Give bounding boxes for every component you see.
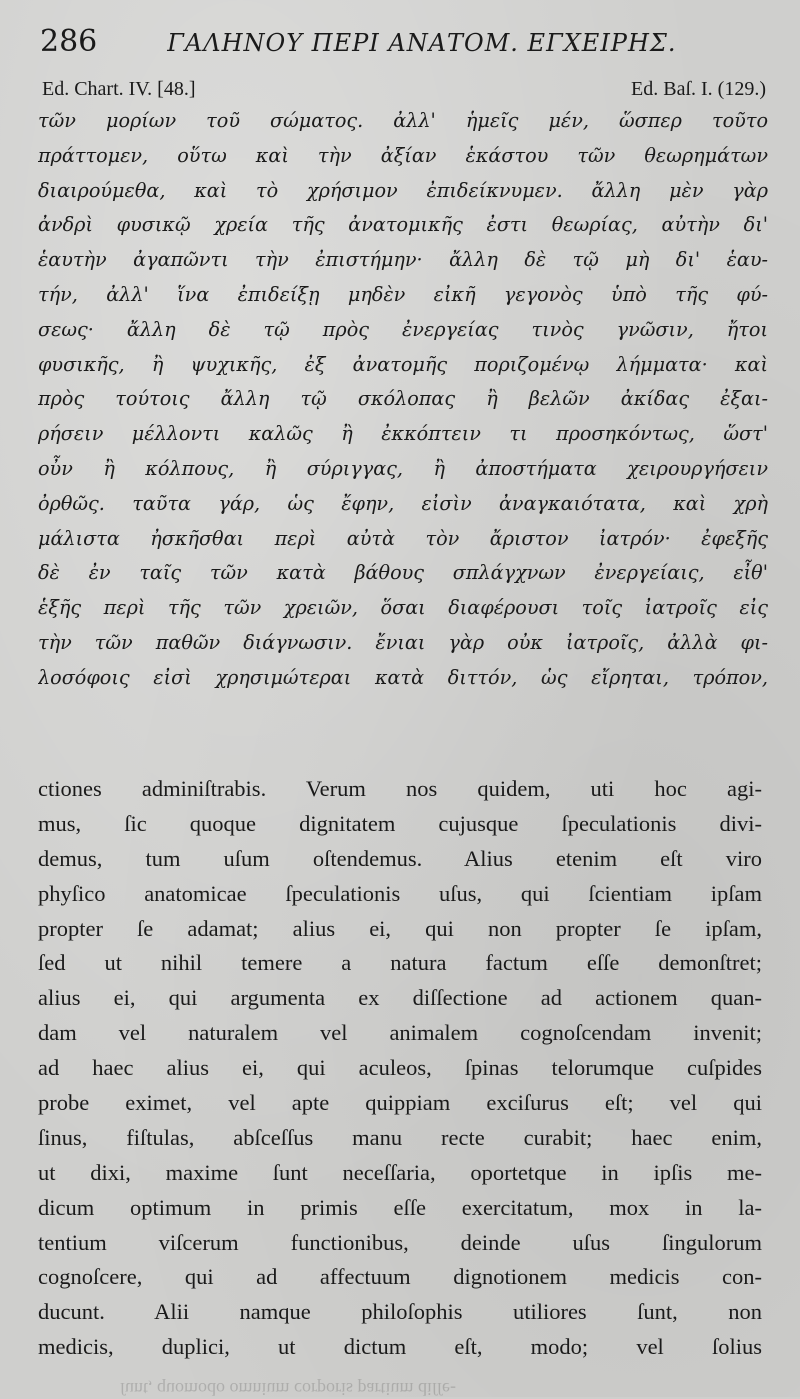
latin-line: ſed ut nihil temere a natura factum eſſe demonſtret;: [38, 950, 762, 976]
latin-line: probe eximet, vel apte quippiam exciſurus eſt; vel qui: [38, 1090, 762, 1116]
greek-text-block: [38, 104, 768, 696]
latin-line: ſinus, fiſtulas, abſceſſus manu recte curabit; haec enim,: [38, 1124, 762, 1150]
page-header: [40, 24, 760, 68]
greek-line: σεως· ἄλλη δὲ τῷ πρὸς ἐνεργείας τινὸς γνῶσιν, ἤτοι: [38, 317, 768, 341]
greek-line: τῶν μορίων τοῦ σώματος. ἀλλ' ἡμεῖς μέν, ὥσπερ τοῦτο: [38, 109, 768, 132]
latin-line: dam vel naturalem vel animalem cognoſcendam invenit;: [38, 1020, 762, 1046]
greek-line: ἑξῆς περὶ τῆς τῶν χρειῶν, ὅσαι διαφέρουσι τοῖς ἰατροῖς εἰς: [38, 596, 768, 620]
bleed-through-text: ſunt, quomodo omnium corporis partium diſſe-: [120, 1379, 456, 1399]
latin-line: alius ei, qui argumenta ex diſſectione ad actionem quan-: [38, 985, 762, 1011]
greek-line: τήν, ἀλλ' ἵνα ἐπιδείξῃ μηδὲν εἰκῆ γεγονὸς ὑπὸ τῆς φύ-: [38, 282, 768, 306]
latin-line: medicis, duplici, ut dictum eſt, modo; vel ſolius: [38, 1334, 762, 1360]
greek-line: πρὸς τούτοις ἄλλη τῷ σκόλοπας ἢ βελῶν ἀκίδας ἐξαι-: [38, 387, 768, 411]
latin-line: ctiones adminiſtrabis. Verum nos quidem, uti hoc agi-: [38, 776, 762, 801]
page-number: 286: [40, 24, 98, 59]
latin-line: cognoſcere, qui ad affectuum dignotionem medicis con-: [38, 1264, 762, 1290]
latin-line: ut dixi, maxime ſunt neceſſaria, oportetque in ipſis me-: [38, 1159, 762, 1185]
edition-reference-line: [42, 78, 766, 101]
edition-right: Ed. Baſ. I. (129.): [631, 78, 766, 100]
latin-text-block: [38, 772, 762, 1365]
greek-line: ἀνδρὶ φυσικῷ χρεία τῆς ἀνατομικῆς ἐστι θεωρίας, αὐτὴν δι': [38, 213, 768, 237]
greek-line: δὲ ἐν ταῖς τῶν κατὰ βάθους σπλάγχνων ἐνεργείαις, εἶθ': [38, 561, 768, 585]
greek-line: λοσόφοις εἰσὶ χρησιμώτεραι κατὰ διττόν, ὡς εἴρηται, τρόπον,: [38, 665, 768, 689]
latin-line: propter ſe adamat; alius ei, qui non propter ſe ipſam,: [38, 915, 762, 941]
greek-line: διαιρούμεθα, καὶ τὸ χρήσιμον ἐπιδείκνυμεν. ἄλλη μὲν γὰρ: [38, 178, 768, 202]
greek-line: πράττομεν, οὕτω καὶ τὴν ἀξίαν ἑκάστου τῶν θεωρημάτων: [38, 143, 768, 167]
greek-line: ρήσειν μέλλοντι καλῶς ἢ ἐκκόπτειν τι προσηκόντως, ὥστ': [38, 422, 768, 446]
latin-line: dicum optimum in primis eſſe exercitatum, mox in la-: [38, 1194, 762, 1220]
greek-line: τὴν τῶν παθῶν διάγνωσιν. ἔνιαι γὰρ οὐκ ἰατροῖς, ἀλλὰ φι-: [38, 630, 768, 654]
latin-line: phyſico anatomicae ſpeculationis uſus, qui ſcientiam ipſam: [38, 880, 762, 906]
running-title: ΓΑΛΗΝΟΥ ΠΕΡΙ ΑΝΑΤΟΜ. ΕΓΧΕΙΡΗΣ.: [167, 29, 677, 57]
greek-line: φυσικῆς, ἢ ψυχικῆς, ἐξ ἀνατομῆς ποριζομένῳ λήμματα· καὶ: [38, 352, 768, 376]
latin-line: demus, tum uſum oſtendemus. Alius etenim eſt viro: [38, 845, 762, 871]
edition-left: Ed. Chart. IV. [48.]: [42, 78, 196, 100]
greek-line: οὖν ἢ κόλπους, ἢ σύριγγας, ἢ ἀποστήματα χειρουργήσειν: [38, 456, 768, 480]
latin-line: ducunt. Alii namque philoſophis utiliores ſunt, non: [38, 1299, 762, 1325]
latin-line: tentium viſcerum functionibus, deinde uſus ſingulorum: [38, 1229, 762, 1255]
latin-line: ad haec alius ei, qui aculeos, ſpinas telorumque cuſpides: [38, 1055, 762, 1081]
greek-line: ἑαυτὴν ἀγαπῶντι τὴν ἐπιστήμην· ἄλλη δὲ τῷ μὴ δι' ἑαυ-: [38, 248, 768, 272]
greek-line: ὀρθῶς. ταῦτα γάρ, ὡς ἔφην, εἰσὶν ἀναγκαιότατα, καὶ χρὴ: [38, 491, 768, 515]
greek-line: μάλιστα ἠσκῆσθαι περὶ αὐτὰ τὸν ἄριστον ἰατρόν· ἐφεξῆς: [38, 526, 768, 550]
latin-line: mus, ſic quoque dignitatem cujusque ſpeculationis divi-: [38, 810, 762, 836]
